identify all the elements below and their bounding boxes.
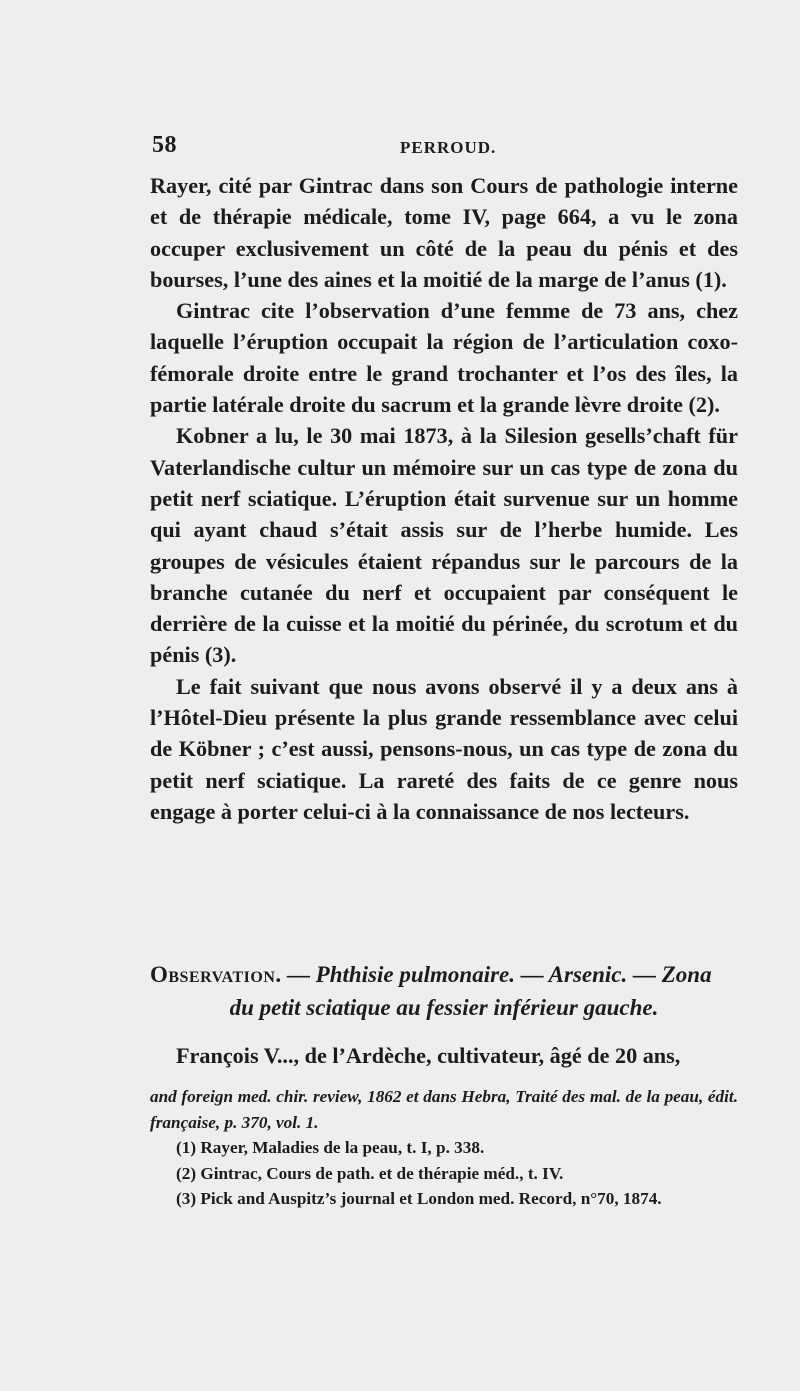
paragraph-kobner: Kobner a lu, le 30 mai 1873, à la Silesion gesells’chaft für Vaterlandische cultur un mémoire sur un cas type de zona du petit nerf sciatique. L’éruption était survenue sur un homme qui ayant chaud s’était assis sur de l’herbe humide. Les groupes de vésicules étaient répandus sur le parcours de la branche cutanée du nerf et occupaient par conséquent le derrière de la cuisse et la moitié du périnée, du scrotum et du pénis (3). bbox=[150, 423, 738, 668]
paragraph-rayer: Rayer, cité par Gintrac dans son Cours de pathologie interne et de thérapie médicale, tome IV, page 664, a vu le zona occuper exclusivement un côté de la peau du pénis et des bourses, l’une des aines et la moitié de la marge de l’anus (1). bbox=[150, 173, 738, 292]
observation-heading bbox=[150, 958, 738, 1024]
footnote-2: (2) Gintrac, Cours de path. et de thérapie méd., t. IV. bbox=[176, 1163, 564, 1183]
body-text bbox=[150, 170, 738, 827]
footnote-continuation: and foreign med. chir. review, 1862 et dans Hebra, Traité des mal. de la peau, édit. française, p. 370, vol. 1. bbox=[150, 1087, 738, 1132]
footnotes bbox=[150, 1084, 738, 1212]
observation-first-line: François V..., de l’Ardèche, cultivateur, âgé de 20 ans, bbox=[176, 1043, 681, 1068]
paragraph-gintrac: Gintrac cite l’observation d’une femme de 73 ans, chez laquelle l’éruption occupait la région de l’articulation coxo-fémorale droite entre le grand trochanter et l’os des îles, la partie latérale droite du sacrum et la grande lèvre droite (2). bbox=[150, 298, 738, 418]
observation-title-line1: Phthisie pulmonaire. — Arsenic. — Zona bbox=[315, 962, 712, 987]
observation-title-line2: du petit sciatique au fessier inférieur gauche. bbox=[229, 995, 659, 1020]
observation-label: Observation bbox=[150, 962, 276, 987]
running-head bbox=[150, 132, 740, 162]
paragraph-hotel-dieu: Le fait suivant que nous avons observé il y a deux ans à l’Hôtel-Dieu présente la plus grande ressemblance avec celui de Köbner ; c’est aussi, pensons-nous, un cas type de zona du petit nerf sciatique. La rareté des faits de ce genre nous engage à porter celui-ci à la connaissance de nos lecteurs. bbox=[150, 673, 738, 824]
running-title: PERROUD. bbox=[400, 138, 497, 157]
page-number: 58 bbox=[152, 132, 177, 158]
footnote-1: (1) Rayer, Maladies de la peau, t. I, p. 338. bbox=[176, 1138, 485, 1157]
footnote-3: (3) Pick and Auspitz’s journal et London med. Record, n°70, 1874. bbox=[176, 1189, 662, 1208]
observation-heading-line1: Observation. — Phthisie pulmonaire. — Arsenic. — Zona bbox=[150, 962, 712, 987]
